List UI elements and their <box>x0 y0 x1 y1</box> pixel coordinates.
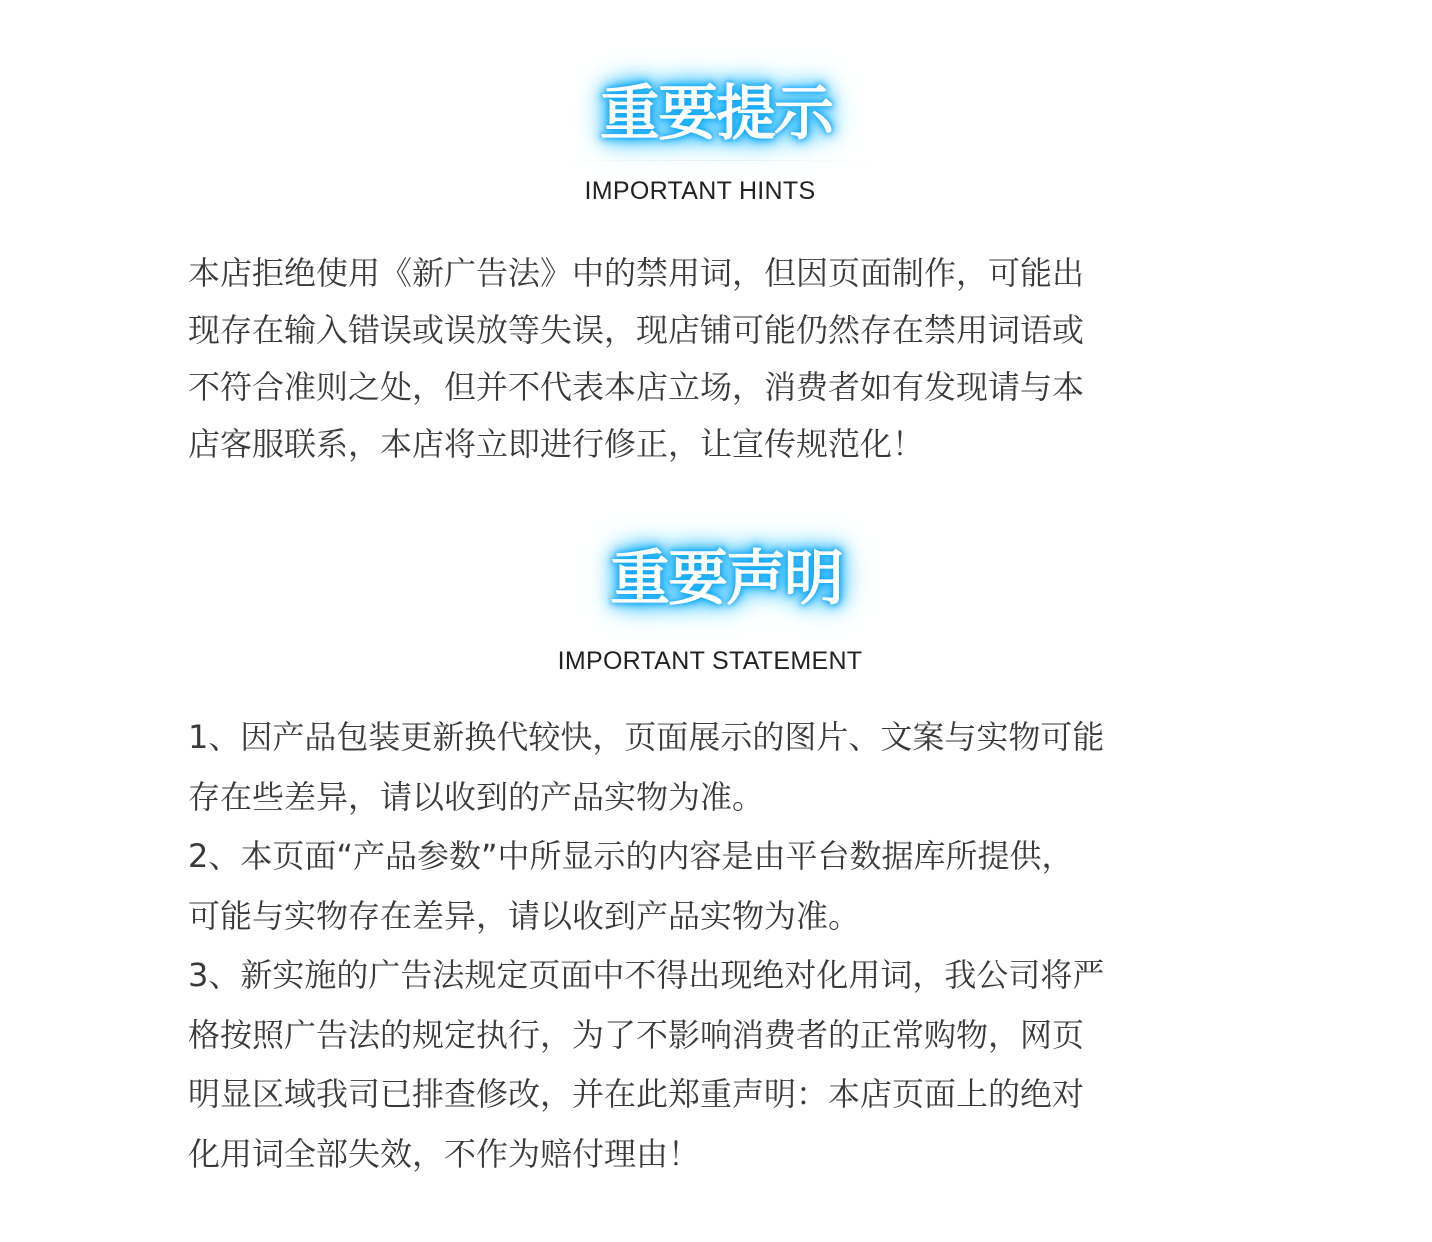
hints-line: 现存在输入错误或误放等失误，现店铺可能仍然存在禁用词语或 <box>188 311 1085 349</box>
statement-title: 重要声明 <box>610 544 842 614</box>
hints-title: 重要提示 <box>600 79 832 149</box>
statement-line: 可能与实物存在差异，请以收到产品实物为准。 <box>188 896 861 935</box>
statement-line: 2、本页面“产品参数”中所显示的内容是由平台数据库所提供， <box>188 837 1074 875</box>
hints-subtitle: IMPORTANT HINTS <box>584 177 816 205</box>
statement-line: 化用词全部失效，不作为赔付理由！ <box>188 1134 701 1173</box>
statement-paragraph <box>188 708 1104 1184</box>
hints-line: 本店拒绝使用《新广告法》中的禁用词，但因页面制作，可能出 <box>188 254 1085 292</box>
statement-line: 明显区域我司已排查修改，并在此郑重声明：本店页面上的绝对 <box>188 1075 1085 1113</box>
statement-line: 1、因产品包装更新换代较快，页面展示的图片、文案与实物可能 <box>188 718 1105 756</box>
statement-line: 存在些差异，请以收到的产品实物为准。 <box>188 777 765 816</box>
statement-line: 3、新实施的广告法规定页面中不得出现绝对化用词，我公司将严 <box>188 956 1105 994</box>
hints-paragraph <box>188 245 1084 473</box>
hints-line: 不符合准则之处，但并不代表本店立场，消费者如有发现请与本 <box>188 368 1085 406</box>
statement-line: 格按照广告法的规定执行，为了不影响消费者的正常购物，网页 <box>188 1015 1085 1054</box>
statement-subtitle: IMPORTANT STATEMENT <box>557 647 863 675</box>
hints-line: 店客服联系，本店将立即进行修正，让宣传规范化！ <box>188 425 925 463</box>
hints-title-divider <box>548 160 884 161</box>
